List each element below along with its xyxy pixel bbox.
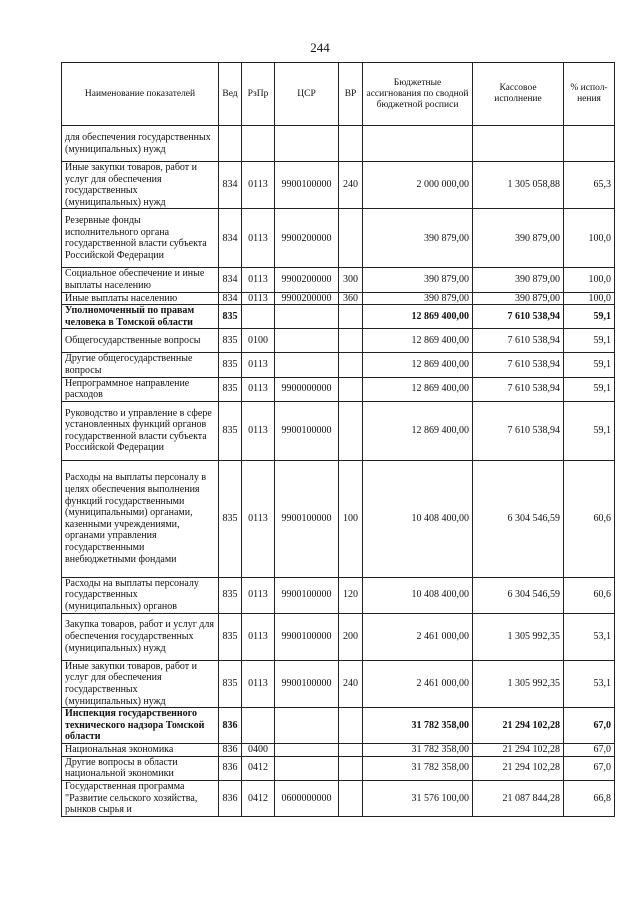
table-row	[62, 305, 615, 329]
cell-vr	[339, 329, 363, 353]
cell-cash: 1 305 992,35	[473, 613, 564, 660]
cell-name: Национальная экономика	[62, 744, 219, 757]
cell-assign: 12 869 400,00	[363, 305, 473, 329]
header-cash: Кассовое исполнение	[473, 63, 564, 126]
cell-assign: 10 408 400,00	[363, 577, 473, 613]
cell-assign: 2 000 000,00	[363, 162, 473, 209]
cell-ved: 836	[219, 756, 242, 780]
cell-rzpr: 0113	[242, 268, 275, 292]
cell-vr	[339, 209, 363, 268]
header-name: Наименование показателей	[62, 63, 219, 126]
page-number: 244	[310, 40, 330, 55]
cell-name: Другие общегосударственные вопросы	[62, 353, 219, 377]
cell-pct: 53,1	[564, 660, 615, 707]
cell-csr: 9900100000	[275, 613, 339, 660]
cell-cash: 7 610 538,94	[473, 401, 564, 460]
cell-csr	[275, 744, 339, 757]
cell-cash: 21 087 844,28	[473, 780, 564, 816]
table-header-row	[62, 63, 615, 126]
table-row	[62, 401, 615, 460]
cell-ved: 835	[219, 401, 242, 460]
cell-cash: 7 610 538,94	[473, 353, 564, 377]
cell-name: Иные закупки товаров, работ и услуг для обеспечения государственных (муниципальных) нужд	[62, 660, 219, 707]
cell-pct: 67,0	[564, 708, 615, 744]
cell-assign	[363, 126, 473, 162]
cell-assign: 12 869 400,00	[363, 329, 473, 353]
cell-ved: 835	[219, 377, 242, 401]
cell-pct: 59,1	[564, 353, 615, 377]
cell-vr: 120	[339, 577, 363, 613]
cell-rzpr	[242, 305, 275, 329]
cell-cash: 21 294 102,28	[473, 744, 564, 757]
cell-pct: 59,1	[564, 329, 615, 353]
cell-assign: 12 869 400,00	[363, 377, 473, 401]
table-row	[62, 613, 615, 660]
cell-csr	[275, 708, 339, 744]
cell-csr	[275, 353, 339, 377]
cell-name: Инспекция государственного технического надзора Томской области	[62, 708, 219, 744]
cell-ved: 835	[219, 613, 242, 660]
cell-assign: 31 782 358,00	[363, 708, 473, 744]
cell-csr: 9900100000	[275, 401, 339, 460]
table-row	[62, 268, 615, 292]
cell-rzpr: 0412	[242, 780, 275, 816]
cell-vr: 240	[339, 660, 363, 707]
cell-cash: 6 304 546,59	[473, 577, 564, 613]
table-row	[62, 162, 615, 209]
cell-vr	[339, 401, 363, 460]
cell-rzpr: 0113	[242, 460, 275, 577]
cell-vr	[339, 744, 363, 757]
cell-cash: 390 879,00	[473, 209, 564, 268]
cell-ved: 835	[219, 460, 242, 577]
table-row	[62, 708, 615, 744]
header-rzpr: РзПр	[242, 63, 275, 126]
cell-pct: 60,6	[564, 460, 615, 577]
table-row	[62, 756, 615, 780]
cell-assign: 31 782 358,00	[363, 744, 473, 757]
budget-table	[61, 62, 615, 817]
cell-csr: 9900200000	[275, 209, 339, 268]
cell-pct: 67,0	[564, 756, 615, 780]
cell-ved: 834	[219, 209, 242, 268]
cell-ved: 835	[219, 305, 242, 329]
cell-ved: 835	[219, 577, 242, 613]
cell-vr	[339, 756, 363, 780]
table-row	[62, 744, 615, 757]
cell-ved: 836	[219, 780, 242, 816]
header-csr: ЦСР	[275, 63, 339, 126]
cell-rzpr: 0113	[242, 209, 275, 268]
cell-assign: 2 461 000,00	[363, 660, 473, 707]
cell-csr	[275, 126, 339, 162]
cell-assign: 12 869 400,00	[363, 353, 473, 377]
cell-csr: 9900200000	[275, 292, 339, 305]
cell-vr	[339, 126, 363, 162]
cell-assign: 31 576 100,00	[363, 780, 473, 816]
cell-ved: 836	[219, 708, 242, 744]
cell-name: Закупка товаров, работ и услуг для обеспечения государственных (муниципальных) нужд	[62, 613, 219, 660]
cell-pct: 60,6	[564, 577, 615, 613]
cell-csr: 9900200000	[275, 268, 339, 292]
cell-name: Руководство и управление в сфере установленных функций органов государственной власти субъекта Российской Федерации	[62, 401, 219, 460]
cell-assign: 10 408 400,00	[363, 460, 473, 577]
cell-cash: 6 304 546,59	[473, 460, 564, 577]
cell-pct: 100,0	[564, 209, 615, 268]
cell-name: Уполномоченный по правам человека в Томской области	[62, 305, 219, 329]
cell-vr: 240	[339, 162, 363, 209]
cell-pct: 100,0	[564, 292, 615, 305]
cell-rzpr	[242, 708, 275, 744]
cell-ved: 836	[219, 744, 242, 757]
cell-rzpr: 0113	[242, 162, 275, 209]
cell-csr: 9900100000	[275, 660, 339, 707]
cell-name: Расходы на выплаты персоналу государственных (муниципальных) органов	[62, 577, 219, 613]
table-row	[62, 329, 615, 353]
cell-pct: 66,8	[564, 780, 615, 816]
table-row	[62, 126, 615, 162]
cell-ved: 835	[219, 329, 242, 353]
cell-assign: 2 461 000,00	[363, 613, 473, 660]
cell-vr	[339, 780, 363, 816]
cell-rzpr: 0400	[242, 744, 275, 757]
header-pct: % испол-нения	[564, 63, 615, 126]
table-row	[62, 460, 615, 577]
cell-csr: 9900100000	[275, 162, 339, 209]
cell-name: Расходы на выплаты персоналу в целях обеспечения выполнения функций государственными (муниципальными) органами, казенными учреждениями, органами управления государственными внебюджетными фондами	[62, 460, 219, 577]
cell-assign: 12 869 400,00	[363, 401, 473, 460]
cell-rzpr: 0113	[242, 401, 275, 460]
cell-name: Социальное обеспечение и иные выплаты населению	[62, 268, 219, 292]
cell-cash: 7 610 538,94	[473, 305, 564, 329]
cell-name: Общегосударственные вопросы	[62, 329, 219, 353]
cell-ved: 835	[219, 660, 242, 707]
cell-cash: 1 305 992,35	[473, 660, 564, 707]
cell-vr	[339, 353, 363, 377]
cell-rzpr: 0113	[242, 660, 275, 707]
cell-rzpr: 0113	[242, 577, 275, 613]
cell-csr: 9900000000	[275, 377, 339, 401]
cell-name: Другие вопросы в области национальной экономики	[62, 756, 219, 780]
cell-cash: 21 294 102,28	[473, 708, 564, 744]
cell-pct: 67,0	[564, 744, 615, 757]
cell-vr: 360	[339, 292, 363, 305]
cell-name: Государственная программа "Развитие сельского хозяйства, рынков сырья и	[62, 780, 219, 816]
cell-rzpr: 0113	[242, 613, 275, 660]
cell-vr: 100	[339, 460, 363, 577]
cell-name: для обеспечения государственных (муниципальных) нужд	[62, 126, 219, 162]
cell-cash: 390 879,00	[473, 292, 564, 305]
cell-rzpr: 0100	[242, 329, 275, 353]
cell-rzpr: 0113	[242, 292, 275, 305]
cell-vr	[339, 377, 363, 401]
cell-cash: 1 305 058,88	[473, 162, 564, 209]
cell-rzpr	[242, 126, 275, 162]
cell-csr	[275, 305, 339, 329]
table-row	[62, 209, 615, 268]
cell-csr	[275, 756, 339, 780]
cell-cash	[473, 126, 564, 162]
cell-pct: 59,1	[564, 401, 615, 460]
table-row	[62, 660, 615, 707]
cell-csr: 9900100000	[275, 460, 339, 577]
cell-assign: 390 879,00	[363, 209, 473, 268]
cell-pct: 100,0	[564, 268, 615, 292]
header-vr: ВР	[339, 63, 363, 126]
cell-pct: 59,1	[564, 377, 615, 401]
cell-vr: 200	[339, 613, 363, 660]
cell-ved	[219, 126, 242, 162]
cell-vr	[339, 708, 363, 744]
cell-name: Непрограммное направление расходов	[62, 377, 219, 401]
cell-cash: 7 610 538,94	[473, 329, 564, 353]
cell-assign: 390 879,00	[363, 292, 473, 305]
cell-cash: 21 294 102,28	[473, 756, 564, 780]
cell-assign: 390 879,00	[363, 268, 473, 292]
cell-pct	[564, 126, 615, 162]
cell-pct: 59,1	[564, 305, 615, 329]
table-row	[62, 377, 615, 401]
cell-name: Иные закупки товаров, работ и услуг для обеспечения государственных (муниципальных) нужд	[62, 162, 219, 209]
cell-csr: 0600000000	[275, 780, 339, 816]
cell-name: Иные выплаты населению	[62, 292, 219, 305]
cell-pct: 65,3	[564, 162, 615, 209]
table-row	[62, 780, 615, 816]
cell-vr: 300	[339, 268, 363, 292]
cell-pct: 53,1	[564, 613, 615, 660]
cell-assign: 31 782 358,00	[363, 756, 473, 780]
cell-rzpr: 0113	[242, 353, 275, 377]
header-assign: Бюджетные ассигнования по сводной бюджетной росписи	[363, 63, 473, 126]
cell-name: Резервные фонды исполнительного органа государственной власти субъекта Российской Федерации	[62, 209, 219, 268]
cell-rzpr: 0412	[242, 756, 275, 780]
table-row	[62, 577, 615, 613]
table-row	[62, 292, 615, 305]
cell-ved: 834	[219, 162, 242, 209]
header-ved: Вед	[219, 63, 242, 126]
cell-rzpr: 0113	[242, 377, 275, 401]
cell-ved: 834	[219, 292, 242, 305]
cell-cash: 7 610 538,94	[473, 377, 564, 401]
cell-ved: 835	[219, 353, 242, 377]
cell-csr	[275, 329, 339, 353]
cell-csr: 9900100000	[275, 577, 339, 613]
table-row	[62, 353, 615, 377]
cell-vr	[339, 305, 363, 329]
cell-ved: 834	[219, 268, 242, 292]
cell-cash: 390 879,00	[473, 268, 564, 292]
